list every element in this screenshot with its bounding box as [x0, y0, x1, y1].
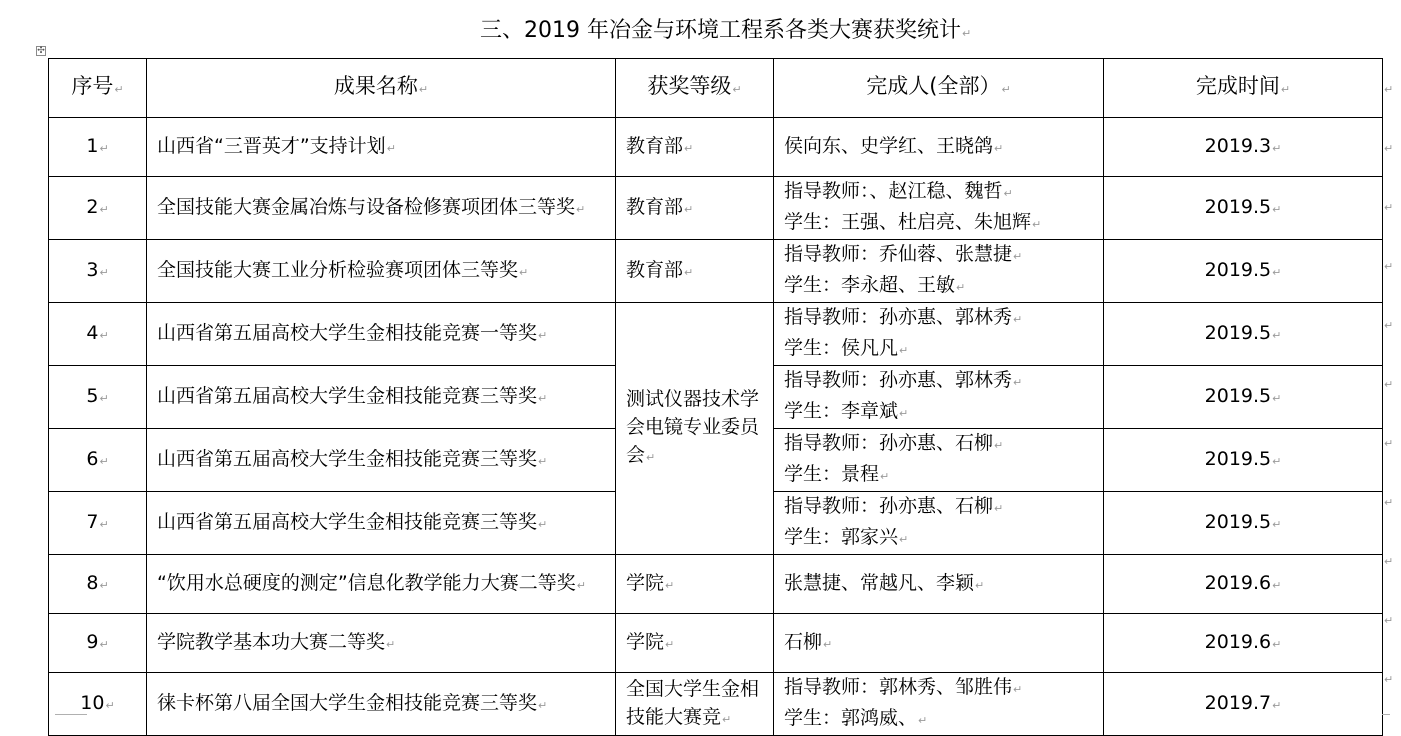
header-cell-level: 获奖等级↵ — [616, 59, 774, 118]
cell-no: 7↵ — [49, 492, 147, 555]
cell-people: 石柳↵ — [774, 614, 1104, 673]
cell-time: 2019.5↵ — [1104, 177, 1383, 240]
cell-no: 3↵ — [49, 240, 147, 303]
table-row — [49, 614, 1383, 673]
cell-name: 全国技能大赛工业分析检验赛项团体三等奖↵ — [147, 240, 616, 303]
table-row — [49, 240, 1383, 303]
cell-time: 2019.3↵ — [1104, 118, 1383, 177]
cell-level: 测试仪器技术学会电镜专业委员会↵ — [616, 303, 774, 555]
cell-time: 2019.5↵ — [1104, 240, 1383, 303]
row-end-mark: ↵ — [1384, 201, 1394, 214]
cell-name: 山西省“三晋英才”支持计划↵ — [147, 118, 616, 177]
awards-table — [48, 58, 1383, 736]
cell-people: 指导教师：孙亦惠、石柳↵ 学生：郭家兴↵ — [774, 492, 1104, 555]
row-end-mark: ↵ — [1384, 555, 1394, 568]
next-table-fragment-left — [55, 714, 87, 725]
header-cell-no: 序号↵ — [49, 59, 147, 118]
cell-name: 全国技能大赛金属冶炼与设备检修赛项团体三等奖↵ — [147, 177, 616, 240]
cell-no: 10↵ — [49, 673, 147, 736]
next-table-fragment-right — [1382, 714, 1390, 725]
cell-level: 学院↵ — [616, 555, 774, 614]
row-end-mark: ↵ — [1384, 614, 1394, 627]
page-title-text: 三、2019 年冶金与环境工程系各类大赛获奖统计 — [480, 18, 961, 43]
cell-name: 山西省第五届高校大学生金相技能竞赛三等奖↵ — [147, 429, 616, 492]
cell-level: 全国大学生金相技能大赛竞↵ — [616, 673, 774, 736]
cell-time: 2019.6↵ — [1104, 614, 1383, 673]
cell-name: 山西省第五届高校大学生金相技能竞赛三等奖↵ — [147, 366, 616, 429]
row-end-mark: ↵ — [1384, 319, 1394, 332]
table-row — [49, 177, 1383, 240]
table-header-row — [49, 59, 1383, 118]
cell-no: 2↵ — [49, 177, 147, 240]
table-row — [49, 118, 1383, 177]
cell-level: 教育部↵ — [616, 177, 774, 240]
cell-level: 教育部↵ — [616, 118, 774, 177]
cell-no: 4↵ — [49, 303, 147, 366]
cell-name: 徕卡杯第八届全国大学生金相技能竞赛三等奖↵ — [147, 673, 616, 736]
row-end-mark: ↵ — [1384, 260, 1394, 273]
row-end-mark: ↵ — [1384, 142, 1394, 155]
cell-people: 指导教师：乔仙蓉、张慧捷↵ 学生：李永超、王敏↵ — [774, 240, 1104, 303]
table-row — [49, 555, 1383, 614]
cell-no: 8↵ — [49, 555, 147, 614]
cell-time: 2019.5↵ — [1104, 492, 1383, 555]
cell-level: 学院↵ — [616, 614, 774, 673]
cell-people: 指导教师：郭林秀、邹胜伟↵ 学生：郭鸿威、↵ — [774, 673, 1104, 736]
cell-no: 1↵ — [49, 118, 147, 177]
row-end-mark: ↵ — [1384, 673, 1394, 686]
header-cell-time: 完成时间↵ — [1104, 59, 1383, 118]
cell-no: 6↵ — [49, 429, 147, 492]
cell-name: “饮用水总硬度的测定”信息化教学能力大赛二等奖↵ — [147, 555, 616, 614]
cell-time: 2019.7↵ — [1104, 673, 1383, 736]
cell-level: 教育部↵ — [616, 240, 774, 303]
table-body — [49, 118, 1383, 736]
cell-time: 2019.5↵ — [1104, 429, 1383, 492]
paragraph-mark: ↵ — [961, 27, 972, 40]
cell-time: 2019.6↵ — [1104, 555, 1383, 614]
cell-people: 指导教师：、赵江稳、魏哲↵ 学生：王强、杜启亮、朱旭辉↵ — [774, 177, 1104, 240]
table-row — [49, 303, 1383, 366]
header-cell-name: 成果名称↵ — [147, 59, 616, 118]
cell-name: 学院教学基本功大赛二等奖↵ — [147, 614, 616, 673]
row-end-mark: ↵ — [1384, 378, 1394, 391]
cell-no: 9↵ — [49, 614, 147, 673]
cell-time: 2019.5↵ — [1104, 303, 1383, 366]
cell-name: 山西省第五届高校大学生金相技能竞赛三等奖↵ — [147, 492, 616, 555]
cell-time: 2019.5↵ — [1104, 366, 1383, 429]
table-move-handle-icon[interactable]: ✣ — [37, 46, 45, 56]
cell-no: 5↵ — [49, 366, 147, 429]
cell-name: 山西省第五届高校大学生金相技能竞赛一等奖↵ — [147, 303, 616, 366]
header-cell-people: 完成人(全部）↵ — [774, 59, 1104, 118]
table-row — [49, 673, 1383, 736]
cell-people: 指导教师：孙亦惠、郭林秀↵ 学生：侯凡凡↵ — [774, 303, 1104, 366]
cell-people: 指导教师：孙亦惠、郭林秀↵ 学生：李章斌↵ — [774, 366, 1104, 429]
cell-people: 侯向东、史学红、王晓鸽↵ — [774, 118, 1104, 177]
page-title — [480, 14, 971, 48]
row-end-mark: ↵ — [1384, 83, 1394, 96]
row-end-mark: ↵ — [1384, 437, 1394, 450]
row-end-mark: ↵ — [1384, 496, 1394, 509]
cell-people: 指导教师：孙亦惠、石柳↵ 学生：景程↵ — [774, 429, 1104, 492]
cell-people: 张慧捷、常越凡、李颖↵ — [774, 555, 1104, 614]
